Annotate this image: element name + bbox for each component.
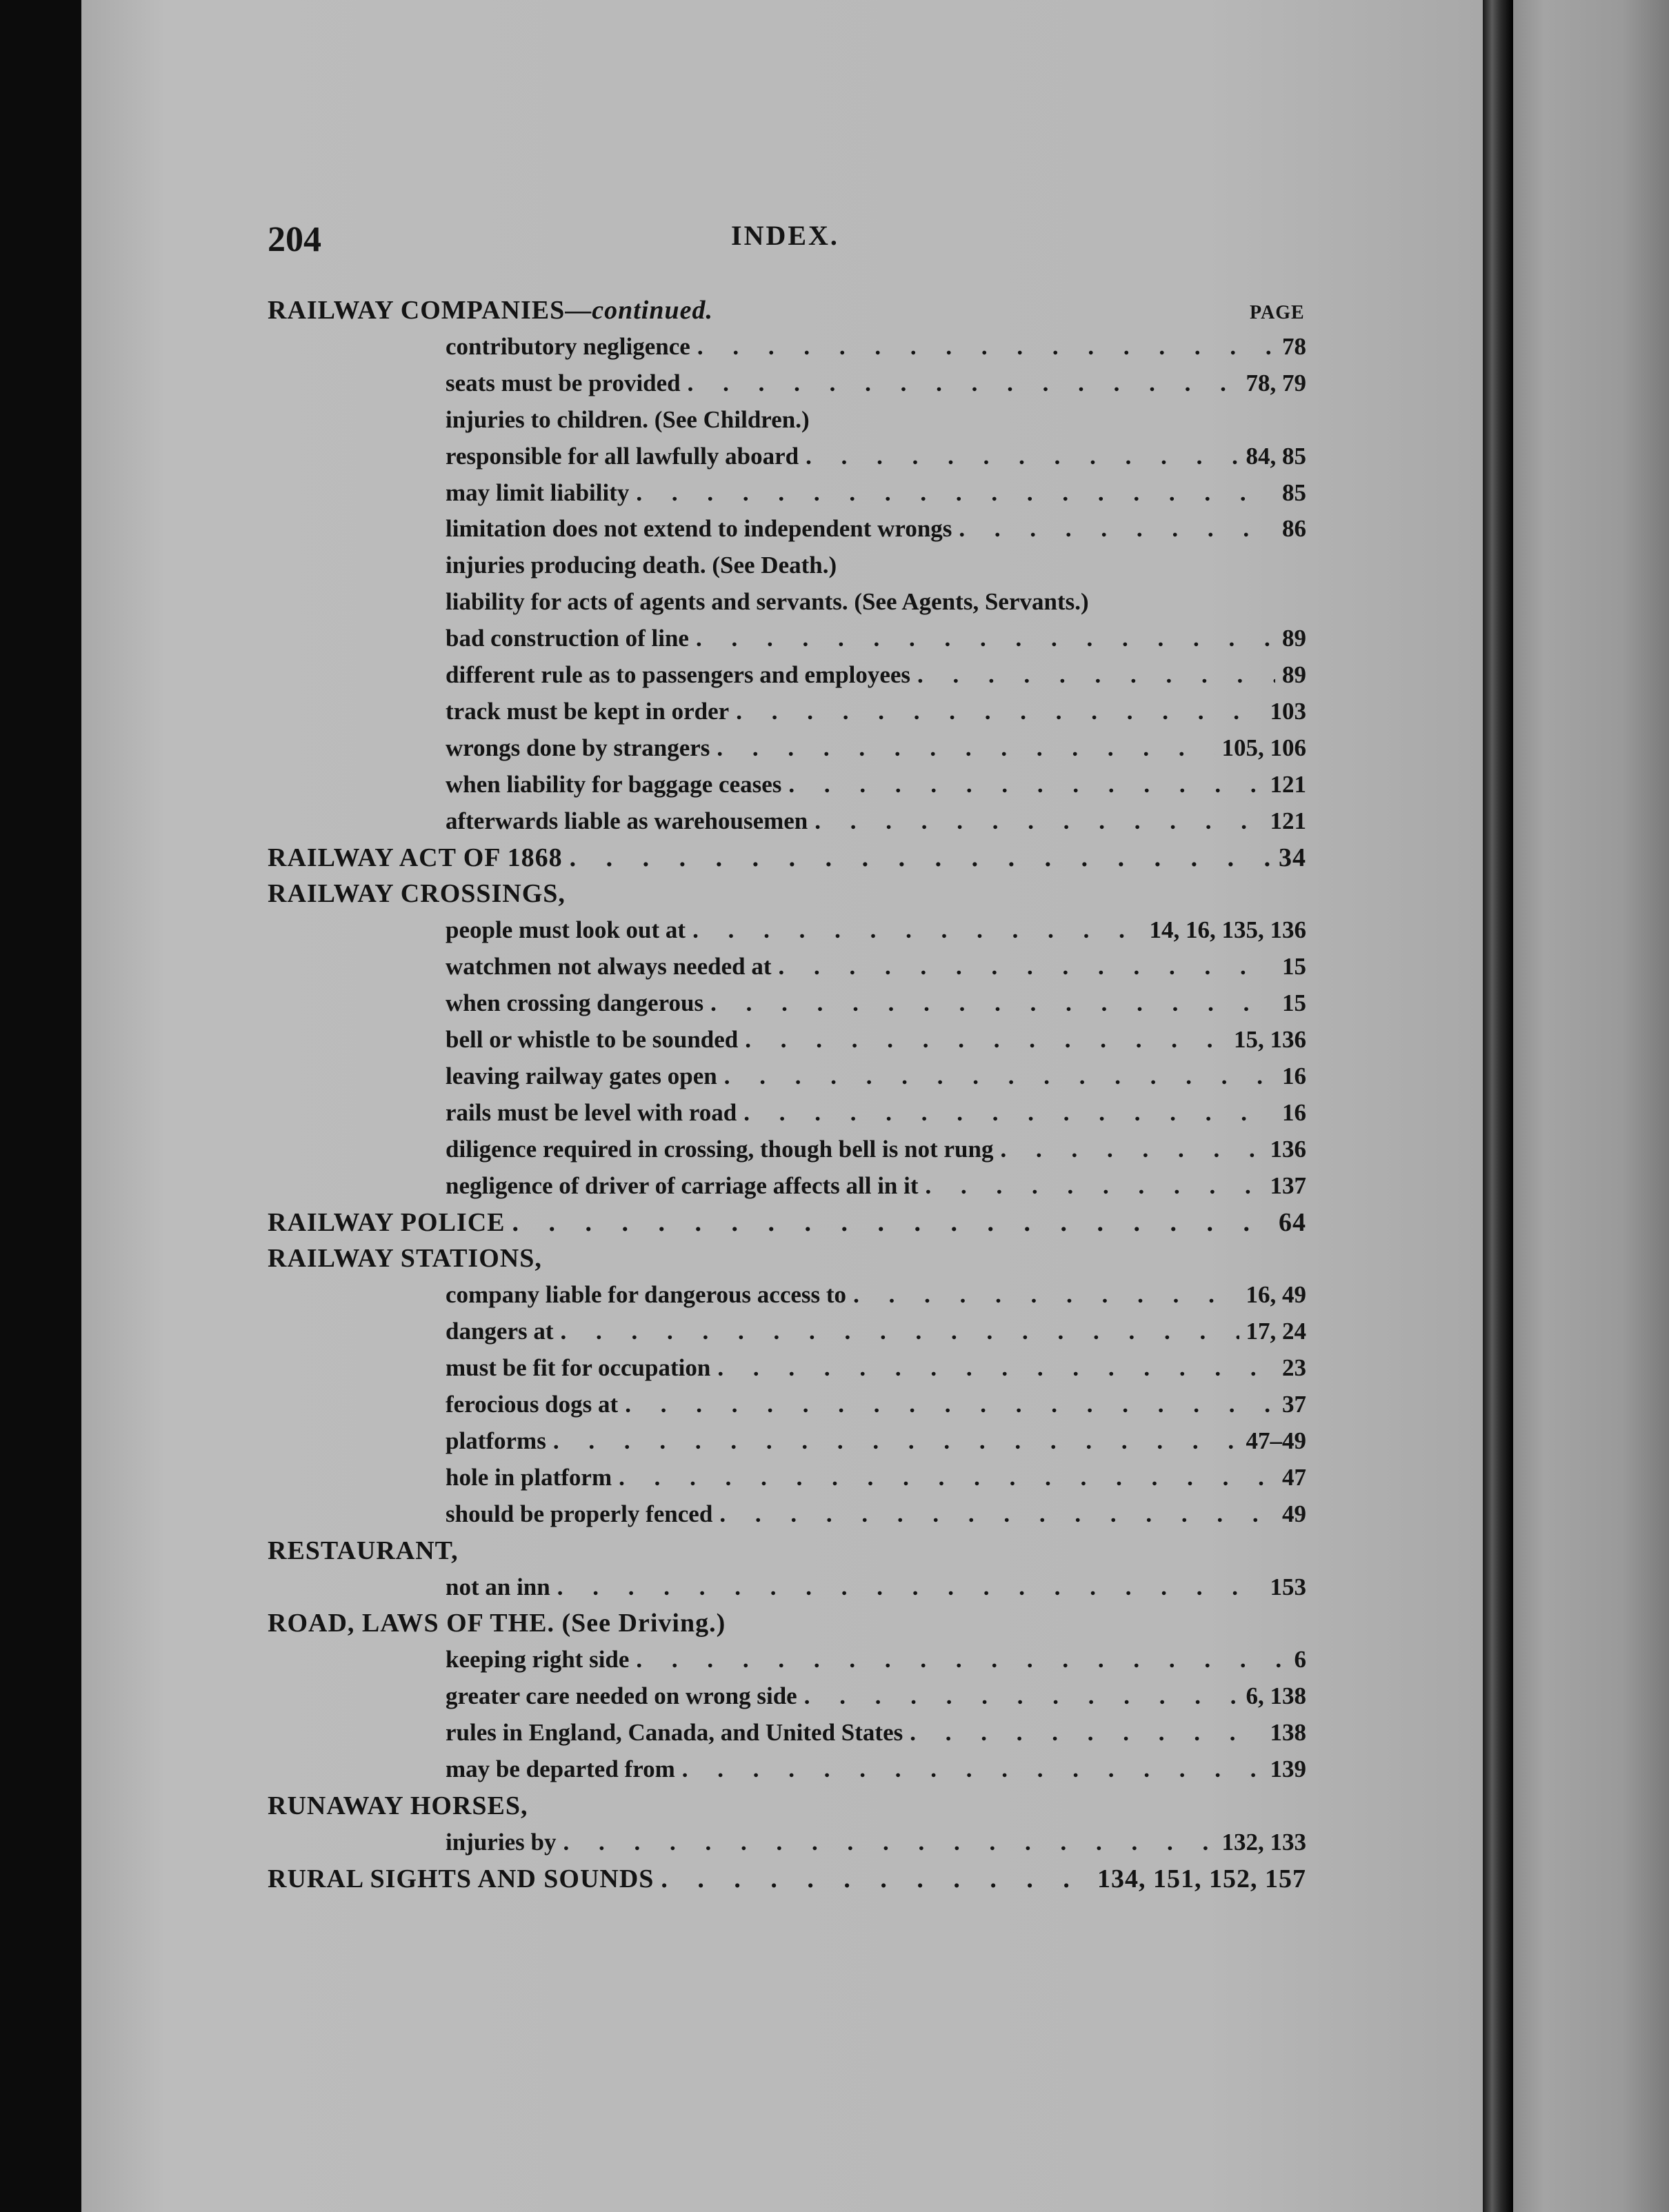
entry-text: ferocious dogs at [446, 1391, 619, 1418]
dot-leader [563, 1824, 1215, 1860]
index-heading [268, 292, 1306, 328]
page-reference: 15 [1282, 989, 1306, 1017]
dot-leader [717, 1350, 1275, 1386]
index-subentry [446, 985, 1306, 1021]
entry-text: RAILWAY ACT OF 1868 [268, 843, 563, 872]
index-subentry [446, 329, 1306, 365]
entry-text: bad construction of line [446, 625, 689, 652]
dot-leader [788, 767, 1263, 803]
entry-text: RAILWAY POLICE [268, 1207, 506, 1237]
page-reference: 86 [1282, 515, 1306, 543]
dot-leader [561, 1314, 1239, 1349]
index-subentry [446, 439, 1306, 474]
page-reference: 14, 16, 135, 136 [1149, 916, 1306, 944]
entry-text: afterwards liable as warehousemen [446, 807, 808, 834]
index-subentry [446, 1132, 1306, 1167]
page-reference: 37 [1282, 1391, 1306, 1418]
page-reference: 134, 151, 152, 157 [1097, 1864, 1306, 1893]
entry-text: limitation does not extend to independent wrongs [446, 515, 952, 543]
page-reference: 64 [1279, 1207, 1306, 1237]
dot-leader [1000, 1132, 1263, 1167]
index-heading [268, 1788, 1306, 1824]
dot-leader [717, 730, 1215, 766]
page-reference: 153 [1270, 1573, 1306, 1600]
entry-text: not an inn [446, 1573, 550, 1600]
page-reference: 6 [1294, 1646, 1306, 1673]
entry-text: injuries to children. (See Children.) [446, 405, 810, 433]
entry-text: RAILWAY CROSSINGS, [268, 879, 566, 909]
entry-text: watchmen not always needed at [446, 953, 772, 981]
page-reference: 23 [1282, 1354, 1306, 1382]
index-subentry [446, 1277, 1306, 1313]
index-heading [268, 1605, 1306, 1641]
dot-leader [570, 840, 1272, 876]
entry-text: leaving railway gates open [446, 1062, 717, 1089]
page-reference: 34 [1279, 843, 1306, 872]
dot-leader [512, 1205, 1272, 1240]
entry-text: seats must be provided [446, 369, 681, 396]
page-number: 204 [268, 220, 321, 259]
entry-text: injuries by [446, 1828, 557, 1856]
page-reference: 103 [1270, 697, 1306, 725]
page-reference: 121 [1270, 770, 1306, 798]
index-subentry [446, 767, 1306, 803]
index-subentry [446, 584, 1306, 620]
index-subentry [446, 1168, 1306, 1204]
dot-leader [719, 1496, 1275, 1532]
index-subentry [446, 657, 1306, 693]
entry-text: may be departed from [446, 1756, 675, 1782]
dot-leader [553, 1423, 1239, 1459]
index-heading [268, 1205, 1306, 1240]
index-heading [268, 1240, 1306, 1276]
index-subentry [446, 402, 1306, 438]
page-reference: 16 [1282, 1062, 1306, 1089]
entry-text: when liability for baggage ceases [446, 770, 782, 798]
page-reference: 78, 79 [1246, 369, 1306, 396]
page-column-label: PAGE [1250, 302, 1305, 323]
entry-text: RESTAURANT, [268, 1536, 459, 1565]
index-heading [268, 1533, 1306, 1569]
entry-text: negligence of driver of carriage affects all in it [446, 1172, 919, 1199]
dot-leader [619, 1460, 1275, 1496]
page-reference: 85 [1282, 479, 1306, 506]
page-reference: 138 [1270, 1719, 1306, 1747]
entry-text: people must look out at [446, 916, 686, 944]
page-reference: 15, 136 [1234, 1026, 1306, 1053]
entry-text: rules in England, Canada, and United States [446, 1719, 903, 1747]
index-subentry [446, 1095, 1306, 1131]
index-subentry [446, 1314, 1306, 1349]
index-subentry [446, 1058, 1306, 1094]
entry-text: may limit liability [446, 479, 630, 506]
page-reference: 132, 133 [1221, 1828, 1306, 1856]
dot-leader [625, 1387, 1275, 1422]
dot-leader [661, 1861, 1090, 1897]
entry-text: RUNAWAY HORSES, [268, 1791, 528, 1820]
index-subentry [446, 912, 1306, 948]
page-reference: 121 [1270, 807, 1306, 834]
index-heading [268, 840, 1306, 876]
book-spine [1483, 0, 1513, 2212]
entry-text: wrongs done by strangers [446, 734, 710, 761]
dot-leader [697, 329, 1275, 365]
index-subentry [446, 949, 1306, 985]
index-subentry [446, 1569, 1306, 1605]
dot-leader [853, 1277, 1239, 1313]
index-subentry [446, 730, 1306, 766]
entry-text: keeping right side [446, 1646, 630, 1673]
dot-leader [692, 912, 1142, 948]
index-subentry [446, 1751, 1306, 1787]
page-reference: 6, 138 [1246, 1682, 1306, 1710]
page-reference: 17, 24 [1246, 1318, 1306, 1345]
index-subentry [446, 1496, 1306, 1532]
dot-leader [696, 621, 1275, 656]
entry-text: dangers at [446, 1318, 554, 1345]
page-reference: 15 [1282, 953, 1306, 981]
index-subentry [446, 1824, 1306, 1860]
page-reference: 105, 106 [1221, 734, 1306, 761]
dot-leader [910, 1715, 1263, 1751]
entry-text: should be properly fenced [446, 1500, 713, 1527]
entry-text: liability for acts of agents and servants. (See Agents, Servants.) [446, 588, 1089, 616]
page-reference: 16, 49 [1246, 1281, 1306, 1309]
dot-leader [636, 475, 1275, 511]
index-subentry [446, 475, 1306, 511]
entry-text: platforms [446, 1427, 546, 1454]
index-subentry [446, 1387, 1306, 1422]
page-reference: 49 [1282, 1500, 1306, 1527]
dot-leader [814, 803, 1263, 839]
dot-leader [745, 1022, 1227, 1058]
dot-leader [926, 1168, 1263, 1204]
page-reference: 47–49 [1246, 1427, 1306, 1454]
page-reference: 89 [1282, 625, 1306, 652]
dot-leader [806, 439, 1239, 474]
index-subentry [446, 1022, 1306, 1058]
entry-text: hole in platform [446, 1463, 612, 1491]
index-subentry [446, 621, 1306, 656]
dot-leader [710, 985, 1275, 1021]
index-subentry [446, 1423, 1306, 1459]
entry-text: company liable for dangerous access to [446, 1281, 847, 1309]
index-subentry [446, 1678, 1306, 1714]
index-subentry [446, 1350, 1306, 1386]
page-reference: 137 [1270, 1172, 1306, 1199]
entry-text: ROAD, LAWS OF THE. (See Driving.) [268, 1609, 726, 1638]
dot-leader [682, 1751, 1263, 1787]
index-subentry [446, 547, 1306, 583]
page-reference: 47 [1282, 1463, 1306, 1491]
entry-text: RURAL SIGHTS AND SOUNDS [268, 1864, 654, 1893]
entry-text: must be fit for occupation [446, 1354, 711, 1382]
page-reference: 16 [1282, 1098, 1306, 1126]
dot-leader [724, 1058, 1275, 1094]
index-heading [268, 876, 1306, 912]
entry-text: contributory negligence [446, 332, 690, 360]
index-subentry [446, 1642, 1306, 1678]
page-reference: 78 [1282, 332, 1306, 360]
entry-text: RAILWAY COMPANIES— [268, 296, 592, 325]
index-subentry [446, 365, 1306, 401]
dot-leader [736, 694, 1263, 730]
facing-page-edge [1513, 0, 1669, 2212]
entry-text: RAILWAY STATIONS, [268, 1244, 542, 1274]
index-subentry [446, 511, 1306, 547]
index-heading [268, 1861, 1306, 1897]
index-subentry [446, 1460, 1306, 1496]
dot-leader [688, 365, 1239, 401]
entry-text: diligence required in crossing, though bell is not rung [446, 1135, 994, 1163]
entry-text: track must be kept in order [446, 697, 730, 725]
page-reference: 136 [1270, 1135, 1306, 1163]
dot-leader [557, 1569, 1263, 1605]
page-reference: 139 [1270, 1756, 1306, 1782]
dot-leader [959, 511, 1275, 547]
entry-text: greater care needed on wrong side [446, 1682, 797, 1710]
dot-leader [636, 1642, 1287, 1678]
index-subentry [446, 803, 1306, 839]
index-subentry [446, 1715, 1306, 1751]
dot-leader [917, 657, 1275, 693]
dot-leader [778, 949, 1275, 985]
page-reference: 89 [1282, 661, 1306, 688]
dot-leader [804, 1678, 1239, 1714]
dot-leader [743, 1095, 1275, 1131]
entry-text: injuries producing death. (See Death.) [446, 552, 837, 579]
index-subentry [446, 694, 1306, 730]
entry-text: different rule as to passengers and employees [446, 661, 911, 688]
continued-note: continued. [592, 296, 713, 325]
entry-text: when crossing dangerous [446, 989, 704, 1017]
entry-text: bell or whistle to be sounded [446, 1026, 739, 1053]
entry-text: rails must be level with road [446, 1098, 737, 1126]
page-reference: 84, 85 [1246, 442, 1306, 470]
running-title: INDEX. [731, 220, 839, 251]
entry-text: responsible for all lawfully aboard [446, 442, 799, 470]
